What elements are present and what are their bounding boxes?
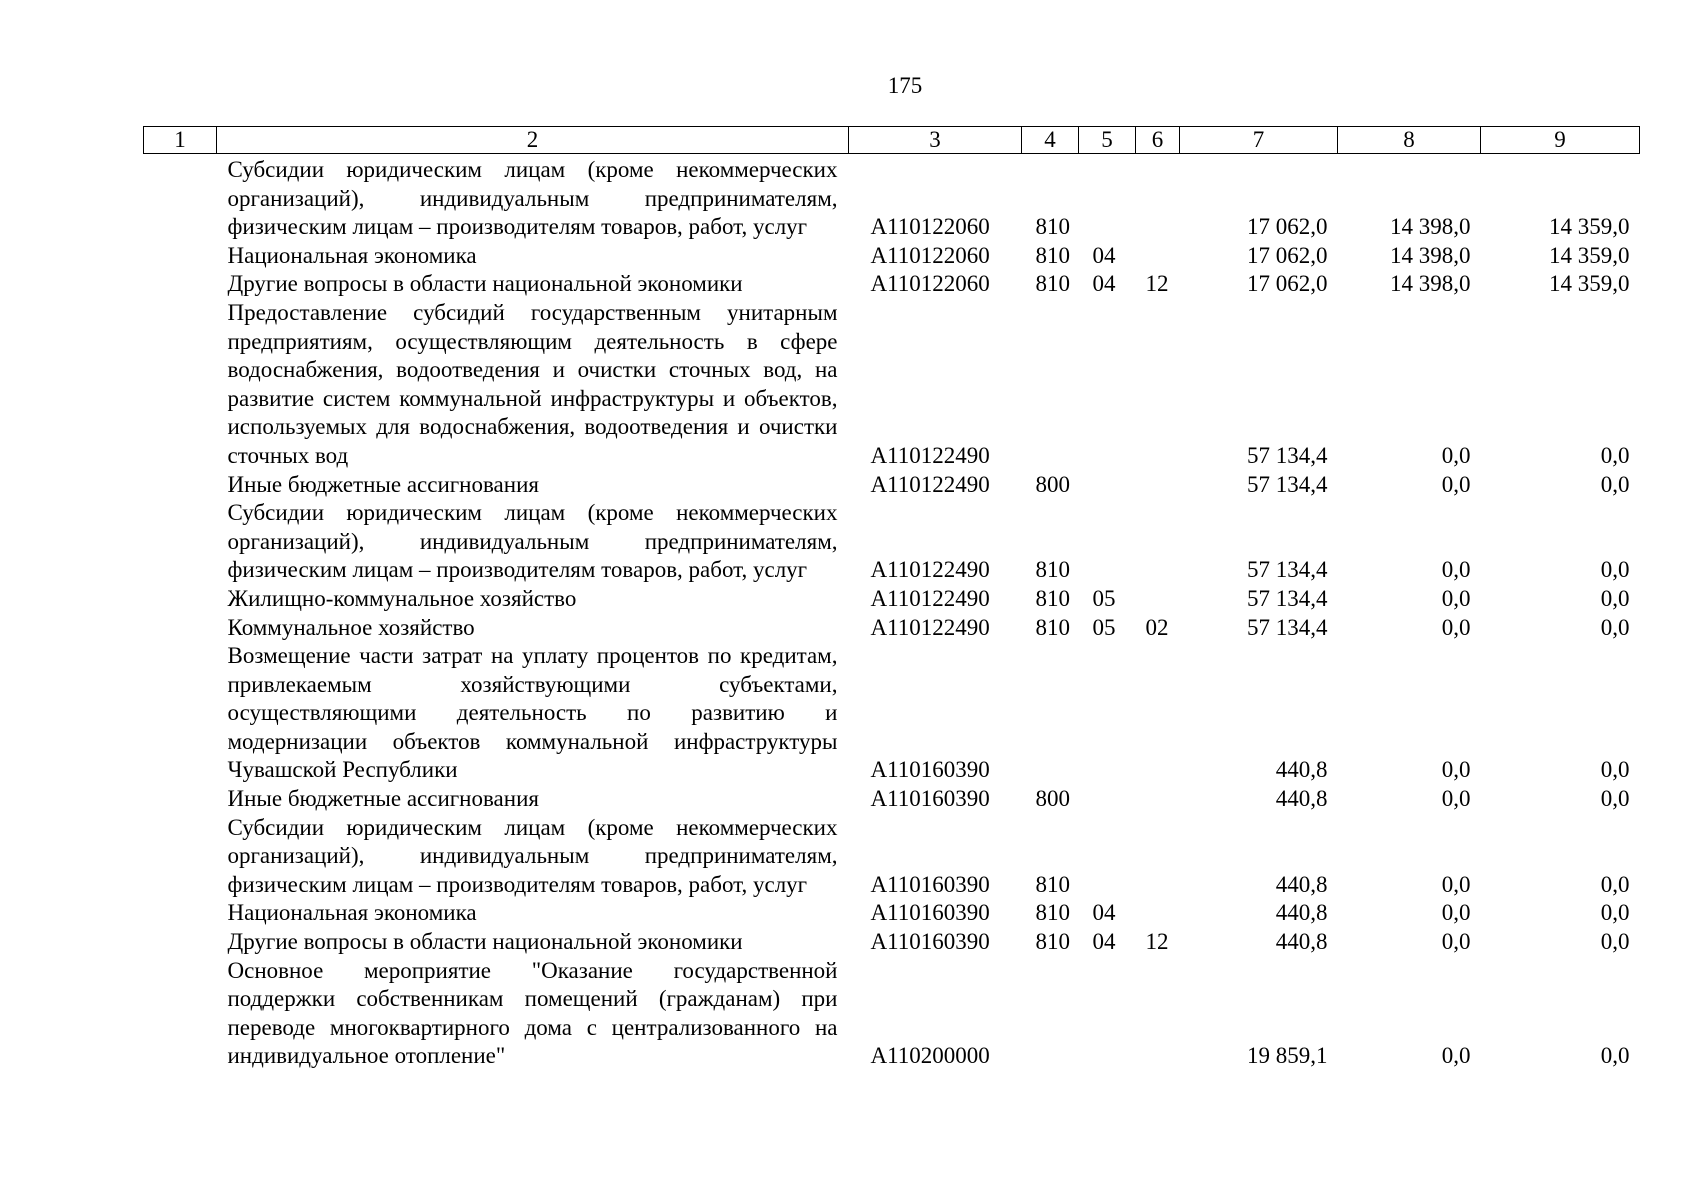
cell-name xyxy=(217,585,849,614)
cell-name xyxy=(217,299,849,471)
row-description: Национальная экономика xyxy=(227,900,477,926)
cell-name xyxy=(217,242,849,271)
row-description: Национальная экономика xyxy=(227,242,477,268)
cell-code: А110160390 xyxy=(870,786,990,812)
cell-subsection xyxy=(1136,785,1180,814)
cell-section xyxy=(1079,154,1136,242)
cell-section: 04 xyxy=(1092,271,1116,297)
cell-amount-2: 0,0 xyxy=(1441,557,1471,583)
table-row xyxy=(144,957,1640,1071)
table-row xyxy=(144,154,1640,242)
cell-amount-1: 57 134,4 xyxy=(1247,557,1328,583)
cell-amount-1: 57 134,4 xyxy=(1247,471,1328,497)
cell-code: А110122060 xyxy=(870,242,990,268)
cell-amount-2: 14 398,0 xyxy=(1390,271,1471,297)
cell-subsection xyxy=(1136,299,1180,471)
cell-section xyxy=(1079,642,1136,785)
cell-expense-type: 810 xyxy=(1035,585,1070,611)
cell-subsection xyxy=(1136,499,1180,585)
cell-expense-type xyxy=(1022,957,1079,1071)
table-row xyxy=(144,242,1640,271)
cell-amount-2: 0,0 xyxy=(1441,757,1471,783)
page-number: 175 xyxy=(887,73,923,98)
row-description: Коммунальное хозяйство xyxy=(227,614,475,640)
cell-amount-1: 440,8 xyxy=(1275,929,1328,955)
cell-amount-3: 14 359,0 xyxy=(1549,242,1630,268)
cell-amount-1: 440,8 xyxy=(1275,757,1328,783)
cell-code: А110122490 xyxy=(870,557,990,583)
cell-name xyxy=(217,471,849,500)
cell-amount-3: 0,0 xyxy=(1600,557,1630,583)
cell-code: А110160390 xyxy=(870,900,990,926)
cell-amount-2: 14 398,0 xyxy=(1390,242,1471,268)
cell-section xyxy=(1079,785,1136,814)
cell-blank xyxy=(144,299,217,471)
table-row xyxy=(144,499,1640,585)
header-col-2: 2 xyxy=(217,127,849,154)
row-description: Иные бюджетные ассигнования xyxy=(227,471,539,497)
row-description: Другие вопросы в области национальной экономики xyxy=(227,271,743,297)
cell-amount-2: 0,0 xyxy=(1441,471,1471,497)
cell-code: А110122490 xyxy=(870,614,990,640)
cell-blank xyxy=(144,270,217,299)
cell-amount-1: 57 134,4 xyxy=(1247,442,1328,468)
row-description: Субсидии юридическим лицам (кроме некоммерческих организаций), индивидуальным предпринимателям, физическим лицам – производителям товаров, работ, услуг xyxy=(227,814,838,897)
cell-subsection xyxy=(1136,642,1180,785)
cell-amount-3: 0,0 xyxy=(1600,871,1630,897)
cell-code: А110122490 xyxy=(870,442,990,468)
cell-code: А110200000 xyxy=(870,1043,990,1069)
cell-blank xyxy=(144,154,217,242)
cell-expense-type: 810 xyxy=(1035,214,1070,240)
table-row xyxy=(144,814,1640,900)
table-row xyxy=(144,585,1640,614)
cell-subsection xyxy=(1136,471,1180,500)
cell-amount-3: 0,0 xyxy=(1600,614,1630,640)
cell-section: 04 xyxy=(1092,929,1116,955)
cell-subsection: 12 xyxy=(1145,271,1169,297)
row-description: Жилищно-коммунальное хозяйство xyxy=(227,585,577,611)
table-row xyxy=(144,614,1640,643)
cell-subsection: 02 xyxy=(1145,614,1169,640)
cell-amount-3: 0,0 xyxy=(1600,1043,1630,1069)
table-row xyxy=(144,785,1640,814)
cell-amount-1: 440,8 xyxy=(1275,786,1328,812)
cell-amount-2: 0,0 xyxy=(1441,442,1471,468)
cell-section: 05 xyxy=(1092,585,1116,611)
cell-name xyxy=(217,785,849,814)
cell-amount-3: 0,0 xyxy=(1600,757,1630,783)
cell-amount-2: 0,0 xyxy=(1441,929,1471,955)
cell-code: А110122490 xyxy=(870,471,990,497)
budget-table xyxy=(143,126,1640,1071)
cell-subsection xyxy=(1136,585,1180,614)
cell-expense-type: 810 xyxy=(1035,929,1070,955)
header-col-5: 5 xyxy=(1079,127,1136,154)
cell-expense-type: 800 xyxy=(1035,471,1070,497)
cell-amount-1: 57 134,4 xyxy=(1247,614,1328,640)
cell-amount-1: 19 859,1 xyxy=(1247,1043,1328,1069)
cell-amount-1: 17 062,0 xyxy=(1247,242,1328,268)
cell-amount-3: 0,0 xyxy=(1600,585,1630,611)
table-row xyxy=(144,899,1640,928)
table-row xyxy=(144,928,1640,957)
cell-name xyxy=(217,499,849,585)
cell-section xyxy=(1079,299,1136,471)
cell-name xyxy=(217,814,849,900)
cell-amount-3: 14 359,0 xyxy=(1549,214,1630,240)
cell-amount-1: 440,8 xyxy=(1275,900,1328,926)
cell-amount-3: 14 359,0 xyxy=(1549,271,1630,297)
cell-blank xyxy=(144,242,217,271)
cell-amount-2: 0,0 xyxy=(1441,900,1471,926)
cell-code: А110122060 xyxy=(870,214,990,240)
cell-subsection xyxy=(1136,154,1180,242)
table-row xyxy=(144,471,1640,500)
cell-expense-type xyxy=(1022,299,1079,471)
table-header xyxy=(144,127,1640,154)
cell-code: А110122490 xyxy=(870,585,990,611)
row-description: Другие вопросы в области национальной экономики xyxy=(227,929,743,955)
cell-expense-type: 810 xyxy=(1035,614,1070,640)
header-col-1: 1 xyxy=(144,127,217,154)
cell-blank xyxy=(144,585,217,614)
cell-name xyxy=(217,154,849,242)
cell-blank xyxy=(144,899,217,928)
cell-blank xyxy=(144,642,217,785)
cell-expense-type: 810 xyxy=(1035,871,1070,897)
cell-blank xyxy=(144,814,217,900)
cell-expense-type: 810 xyxy=(1035,557,1070,583)
cell-name xyxy=(217,270,849,299)
cell-expense-type: 800 xyxy=(1035,786,1070,812)
cell-name xyxy=(217,614,849,643)
cell-section: 05 xyxy=(1092,614,1116,640)
cell-subsection xyxy=(1136,814,1180,900)
cell-name xyxy=(217,957,849,1071)
table-row xyxy=(144,270,1640,299)
cell-section: 04 xyxy=(1092,900,1116,926)
header-col-8: 8 xyxy=(1338,127,1481,154)
cell-amount-2: 0,0 xyxy=(1441,871,1471,897)
cell-amount-2: 14 398,0 xyxy=(1390,214,1471,240)
row-description: Субсидии юридическим лицам (кроме некоммерческих организаций), индивидуальным предпринимателям, физическим лицам – производителям товаров, работ, услуг xyxy=(227,157,838,240)
cell-amount-2: 0,0 xyxy=(1441,585,1471,611)
cell-code: А110160390 xyxy=(870,757,990,783)
cell-subsection: 12 xyxy=(1145,929,1169,955)
cell-expense-type xyxy=(1022,642,1079,785)
header-row xyxy=(144,127,1640,154)
header-col-7: 7 xyxy=(1180,127,1338,154)
row-description: Возмещение части затрат на уплату процентов по кредитам, привлекаемым хозяйствующими субъектами, осуществляющими деятельность по развитию и модернизации объектов коммунальной инфраструктуры Чувашской Республики xyxy=(227,643,838,783)
cell-amount-1: 440,8 xyxy=(1275,871,1328,897)
cell-amount-3: 0,0 xyxy=(1600,929,1630,955)
cell-amount-2: 0,0 xyxy=(1441,1043,1471,1069)
cell-section: 04 xyxy=(1092,242,1116,268)
row-description: Предоставление субсидий государственным унитарным предприятиям, осуществляющим деятельность в сфере водоснабжения, водоотведения и очистки сточных вод, на развитие систем коммунальной инфраструктуры и объектов, используемых для водоснабжения, водоотведения и очистки сточных вод xyxy=(227,299,838,468)
cell-amount-3: 0,0 xyxy=(1600,471,1630,497)
cell-amount-2: 0,0 xyxy=(1441,786,1471,812)
header-col-6: 6 xyxy=(1136,127,1180,154)
cell-amount-1: 17 062,0 xyxy=(1247,214,1328,240)
cell-amount-3: 0,0 xyxy=(1600,900,1630,926)
row-description: Основное мероприятие "Оказание государственной поддержки собственникам помещений (гражданам) при переводе многоквартирного дома с централизованного на индивидуальное отопление" xyxy=(227,957,838,1069)
cell-name xyxy=(217,642,849,785)
cell-subsection xyxy=(1136,242,1180,271)
cell-name xyxy=(217,899,849,928)
cell-subsection xyxy=(1136,957,1180,1071)
cell-amount-3: 0,0 xyxy=(1600,786,1630,812)
cell-code: А110122060 xyxy=(870,271,990,297)
cell-code: А110160390 xyxy=(870,929,990,955)
cell-blank xyxy=(144,499,217,585)
cell-amount-1: 57 134,4 xyxy=(1247,585,1328,611)
cell-amount-1: 17 062,0 xyxy=(1247,271,1328,297)
cell-section xyxy=(1079,471,1136,500)
header-col-9: 9 xyxy=(1481,127,1640,154)
cell-blank xyxy=(144,957,217,1071)
cell-blank xyxy=(144,471,217,500)
table-row xyxy=(144,642,1640,785)
cell-name xyxy=(217,928,849,957)
cell-amount-2: 0,0 xyxy=(1441,614,1471,640)
cell-section xyxy=(1079,957,1136,1071)
cell-expense-type: 810 xyxy=(1035,271,1070,297)
cell-blank xyxy=(144,614,217,643)
row-description: Субсидии юридическим лицам (кроме некоммерческих организаций), индивидуальным предпринимателям, физическим лицам – производителям товаров, работ, услуг xyxy=(227,500,838,583)
row-description: Иные бюджетные ассигнования xyxy=(227,786,539,812)
cell-expense-type: 810 xyxy=(1035,900,1070,926)
cell-expense-type: 810 xyxy=(1035,242,1070,268)
cell-blank xyxy=(144,785,217,814)
table-body xyxy=(144,154,1640,1072)
header-col-3: 3 xyxy=(849,127,1022,154)
cell-blank xyxy=(144,928,217,957)
cell-amount-3: 0,0 xyxy=(1600,442,1630,468)
table-row xyxy=(144,299,1640,471)
cell-section xyxy=(1079,814,1136,900)
cell-code: А110160390 xyxy=(870,871,990,897)
cell-subsection xyxy=(1136,899,1180,928)
cell-section xyxy=(1079,499,1136,585)
header-col-4: 4 xyxy=(1022,127,1079,154)
